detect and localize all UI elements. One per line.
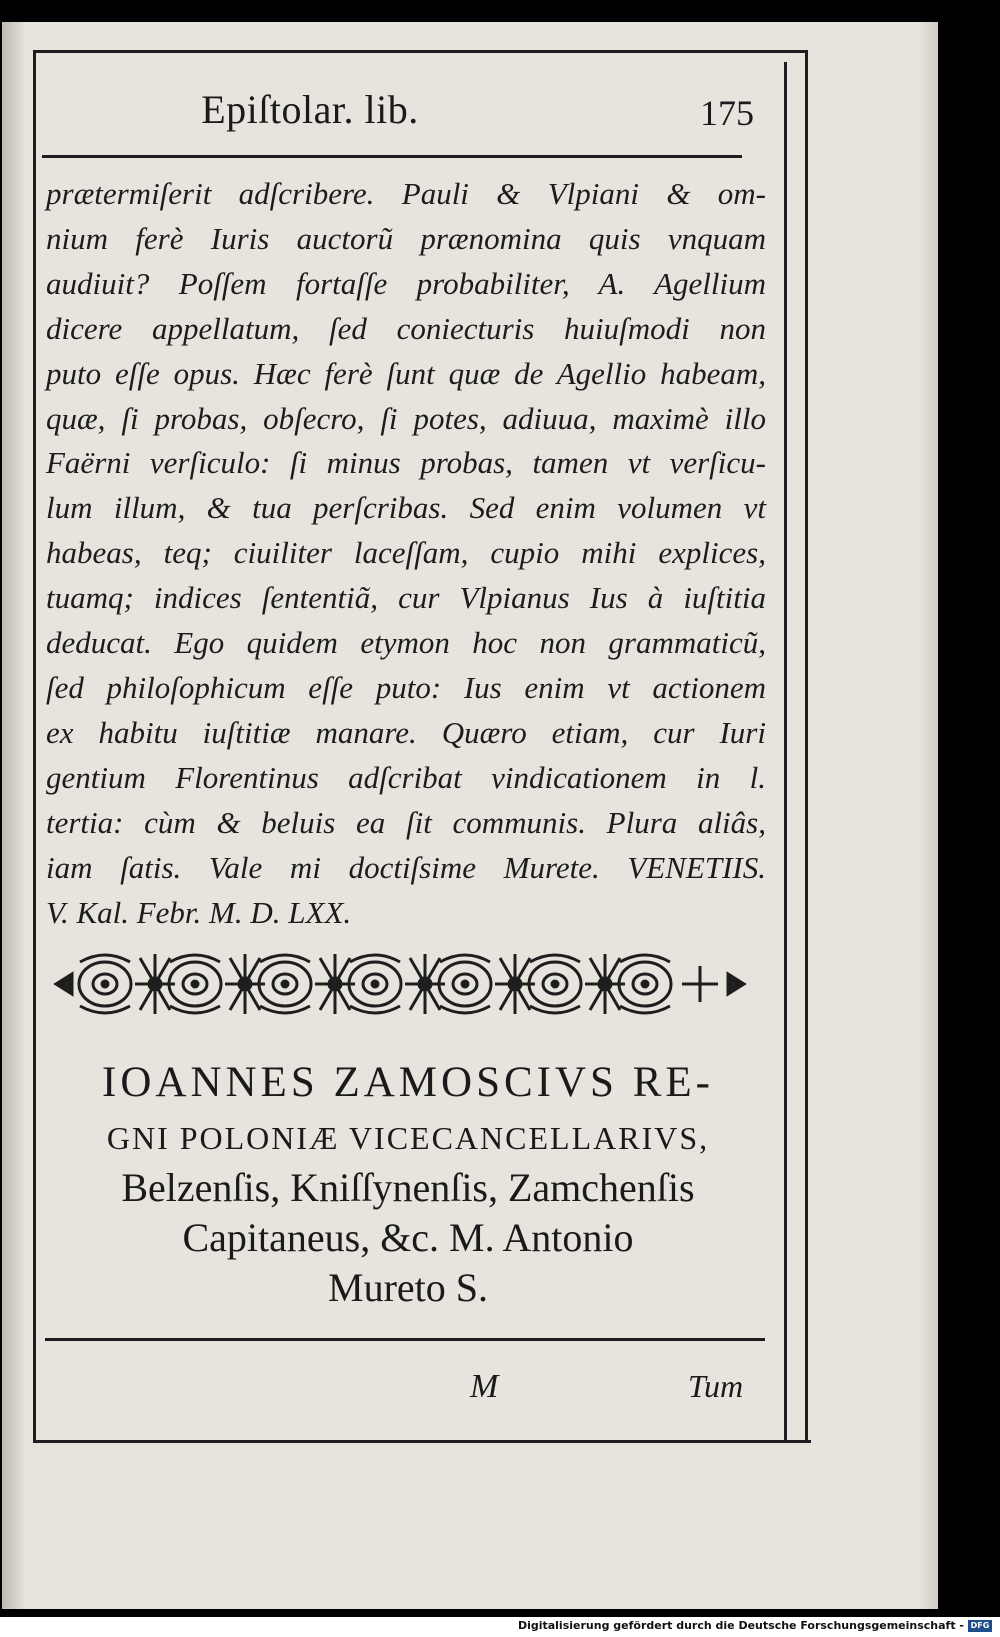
text-line: quæ, ſi probas, obſecro, ſi potes, adiuua, maximè illo — [46, 400, 766, 436]
heading-line-1: IOANNES ZAMOSCIVS RE- — [102, 1059, 714, 1106]
text-line: ſed philoſophicum eſſe puto: Ius enim vt actionem — [46, 669, 766, 705]
text-line: tertia: cùm & beluis ea ſit communis. Plura aliâs, — [46, 804, 766, 840]
heading-line-4: Capitaneus, &c. M. Antonio — [182, 1215, 634, 1260]
page-gutter — [2, 22, 24, 1609]
bottom-rule — [36, 1440, 811, 1443]
digitization-footer — [0, 1617, 1000, 1637]
text-line: habeas, teq; ciuiliter laceſſam, cupio mihi explices, — [46, 535, 766, 571]
text-line: iam ſatis. Vale mi doctiſsime Murete. VENETIIS. — [46, 849, 766, 885]
text-line: dicere appellatum, ſed coniecturis huiuſmodi non — [46, 310, 766, 346]
page-number: 175 — [700, 93, 754, 133]
running-title: Epiſtolar. lib. — [201, 87, 419, 132]
heading-line-2: GNI POLONIÆ VICECANCELLARIVS, — [106, 1120, 710, 1156]
catchword: Tum — [688, 1368, 744, 1404]
footer-credit: Digitalisierung gefördert durch die Deutsche Forschungsgemeinschaft - — [517, 1619, 964, 1632]
text-line: tuamq; indices ſententiã, cur Vlpianus Ius à iuſtitia — [46, 580, 766, 616]
text-line: lum illum, & tua perſcribas. Sed enim volumen vt — [46, 490, 766, 526]
text-line: Faërni verſiculo: ſi minus probas, tamen vt verſicu- — [46, 445, 766, 481]
dfg-logo-icon: DFG — [968, 1620, 992, 1632]
header-rule — [42, 155, 742, 158]
text-line: gentium Florentinus adſcribat vindicationem in l. — [46, 759, 766, 795]
signature-mark: M — [470, 1368, 499, 1405]
text-line: audiuit? Poſſem fortaſſe probabiliter, A. Agellium — [46, 265, 766, 301]
heading-line-3: Belzenſis, Kniſſynenſis, Zamchenſis — [121, 1165, 695, 1210]
text-line: puto eſſe opus. Hæc ferè ſunt quæ de Agellio habeam, — [46, 355, 766, 391]
text-line: nium ferè Iuris auctorũ prænomina quis vnquam — [46, 220, 766, 256]
heading-line-5: Mureto S. — [328, 1265, 488, 1310]
text-line: ex habitu iuſtitiæ manare. Quæro etiam, cur Iuri — [46, 714, 766, 750]
text-line: V. Kal. Febr. M. D. LXX. — [46, 894, 352, 930]
text-line: deducat. Ego quidem etymon hoc non grammaticũ, — [46, 625, 766, 661]
text-line: prætermiſerit adſcribere. Pauli & Vlpiani & om- — [46, 176, 766, 211]
page-edge — [920, 22, 938, 1609]
letter-body — [46, 172, 766, 935]
ornament-band — [50, 948, 750, 1020]
footer-rule — [45, 1338, 765, 1341]
